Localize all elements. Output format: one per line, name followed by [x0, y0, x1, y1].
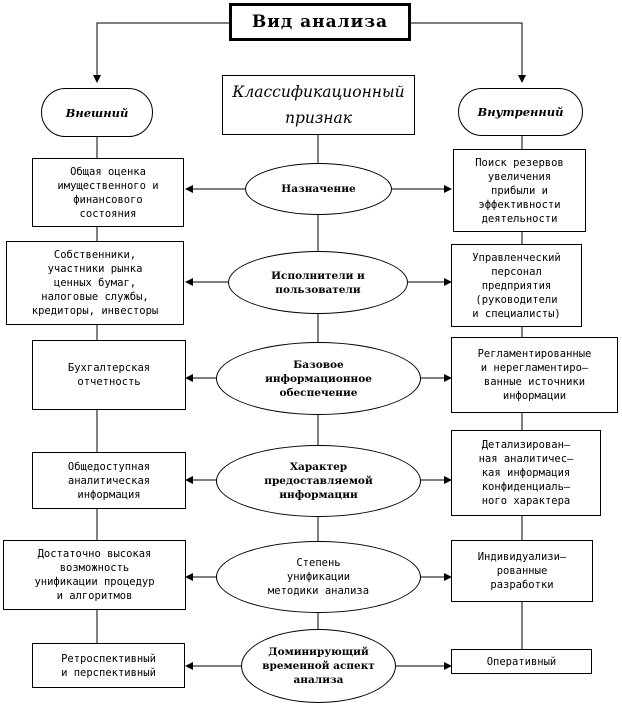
- external-users-text: Собственники, участники рынка ценных бумаг, налоговые службы, кредиторы, инвесторы: [31, 249, 159, 317]
- criterion-character-ellipse: [216, 445, 421, 517]
- criterion-info-text: Базовое информационное обеспечение: [265, 358, 372, 399]
- external-info-box: [32, 340, 186, 410]
- criterion-unification-text: Степень унификации методики анализа: [267, 557, 370, 597]
- title-box: [229, 3, 411, 41]
- external-unification-box: [3, 540, 186, 610]
- external-purpose-text: Общая оценка имущественного и финансового состояния: [57, 165, 159, 220]
- internal-character-text: Детализирован– ная аналитичес– кая информация конфиденциаль– ного характера: [478, 439, 574, 507]
- criterion-users-text: Исполнители и пользователи: [271, 269, 365, 296]
- external-label: Внешний: [65, 105, 129, 120]
- internal-label: Внутренний: [477, 105, 564, 119]
- internal-unification-box: [451, 540, 593, 602]
- external-unification-text: Достаточно высокая возможность унификации процедур и алгоритмов: [34, 548, 155, 602]
- criterion-time-ellipse: [241, 629, 396, 703]
- external-time-text: Ретроспективный и перспективный: [61, 652, 156, 679]
- criterion-info-ellipse: [216, 342, 421, 415]
- internal-users-box: [451, 244, 582, 327]
- external-character-box: [32, 452, 186, 509]
- external-users-box: [6, 241, 184, 325]
- external-purpose-box: [32, 158, 184, 227]
- internal-purpose-box: [453, 149, 586, 232]
- classifier-label: Классификационный признак: [232, 83, 405, 127]
- internal-unification-text: Индивидуализи– рованные разработки: [477, 551, 567, 591]
- criterion-purpose-text: Назначение: [281, 183, 356, 195]
- external-time-box: [32, 643, 185, 688]
- internal-users-text: Управленческий персонал предприятия (руководители и специалисты): [472, 251, 561, 320]
- criterion-users-ellipse: [228, 251, 408, 314]
- internal-info-box: [451, 337, 618, 413]
- internal-time-text: Оперативный: [486, 655, 557, 668]
- criterion-character-text: Характер предоставляемой информации: [264, 461, 373, 501]
- title-text: Вид анализа: [251, 12, 389, 32]
- criterion-unification-ellipse: [216, 541, 421, 613]
- external-character-text: Общедоступная аналитическая информация: [67, 460, 151, 501]
- internal-character-box: [451, 430, 601, 516]
- internal-purpose-text: Поиск резервов увеличения прибыли и эффективности деятельности: [475, 156, 564, 225]
- external-info-text: Бухгалтерская отчетность: [67, 362, 151, 388]
- title-to-internal-line: [411, 23, 522, 82]
- title-to-external-line: [97, 23, 229, 82]
- internal-info-text: Регламентированные и нерегламентиро– ванные источники информации: [477, 348, 592, 402]
- criterion-purpose-ellipse: [245, 163, 392, 215]
- external-pill: [41, 88, 153, 137]
- internal-time-box: [451, 649, 592, 674]
- classifier-box: [222, 75, 415, 135]
- internal-pill: [458, 88, 583, 136]
- criterion-time-text: Доминирующий временной аспект анализа: [262, 646, 375, 686]
